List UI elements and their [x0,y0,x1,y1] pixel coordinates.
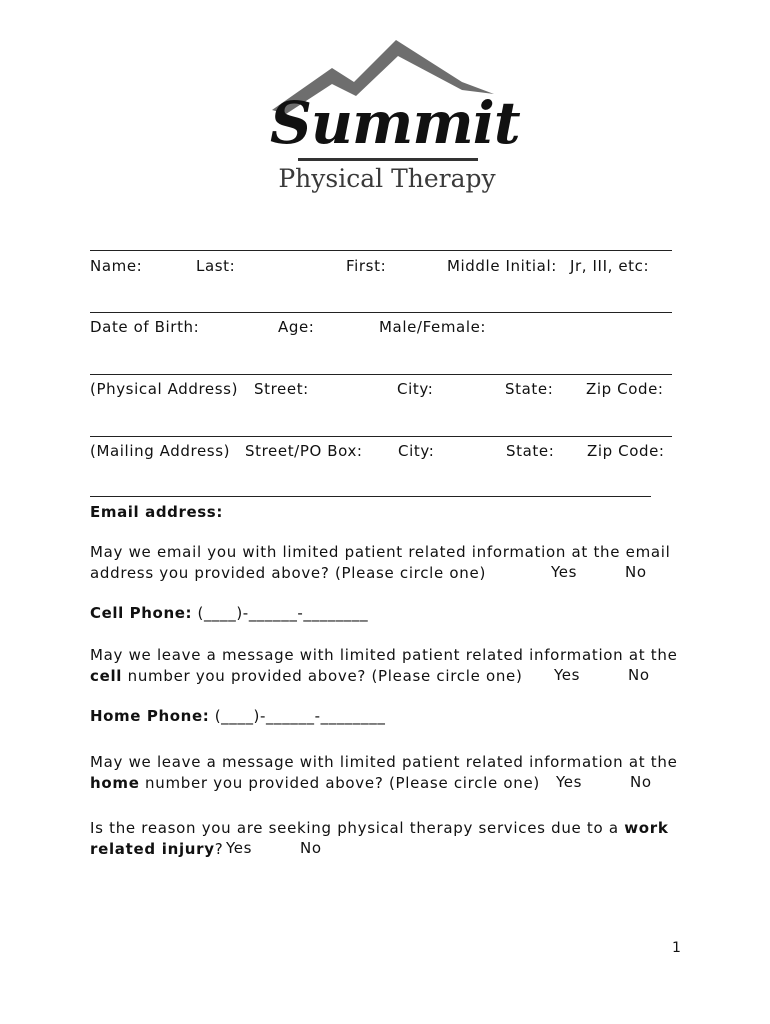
mailing-address-line[interactable] [90,436,672,437]
city-label: City: [397,380,434,398]
street-label: Street: [254,380,309,398]
work-question [90,818,669,860]
cell-phone-row [90,606,368,621]
summit-logo [262,34,520,212]
work-question-bold-work: work [624,819,669,837]
email-question [90,542,671,584]
home-question [90,752,678,794]
email-yes-option[interactable]: Yes [551,563,578,581]
cell-question-line1: May we leave a message with limited patient related information at the [90,646,678,664]
mailing-address-label: (Mailing Address) [90,442,231,460]
cell-yes-option[interactable]: Yes [554,666,581,684]
cell-phone-field[interactable]: (____)-______-________ [197,604,369,622]
email-line[interactable] [90,496,651,497]
work-no-option[interactable]: No [300,839,322,857]
cell-question-bold: cell [90,667,123,685]
cell-question-rest: number you provided above? (Please circle one) [122,667,523,685]
name-line[interactable] [90,250,672,251]
home-phone-row [90,709,385,724]
cell-no-option[interactable]: No [628,666,650,684]
email-question-line2: address you provided above? (Please circle one) [90,564,486,582]
home-phone-label: Home Phone: [90,707,210,725]
home-question-line1: May we leave a message with limited patient related information at the [90,753,678,771]
home-yes-option[interactable]: Yes [556,773,583,791]
age-label: Age: [278,318,315,336]
home-phone-field[interactable]: (____)-______-________ [214,707,386,725]
cell-question-line2 [90,666,678,687]
home-question-rest: number you provided above? (Please circle one) [139,774,540,792]
logo-brand: Summit [270,89,520,157]
mailing-zip-label: Zip Code: [587,442,665,460]
physical-address-label: (Physical Address) [90,380,239,398]
home-question-bold: home [90,774,140,792]
suffix-label: Jr, III, etc: [570,257,650,275]
logo-divider [298,158,478,161]
work-question-bold-injury: related injury [90,840,215,858]
physical-address-line[interactable] [90,374,672,375]
cell-question [90,645,678,687]
zip-label: Zip Code: [586,380,664,398]
email-question-line1: May we email you with limited patient related information at the email [90,543,671,561]
work-question-line1 [90,818,669,839]
state-label: State: [505,380,554,398]
dob-label: Date of Birth: [90,318,200,336]
work-yes-option[interactable]: Yes [226,839,253,857]
mailing-city-label: City: [398,442,435,460]
home-no-option[interactable]: No [630,773,652,791]
mailing-state-label: State: [506,442,555,460]
name-label: Name: [90,257,143,275]
logo-subtitle: Physical Therapy [278,164,496,193]
work-question-line2 [90,839,669,860]
sex-label: Male/Female: [379,318,487,336]
email-label: Email address: [90,503,223,521]
cell-phone-label: Cell Phone: [90,604,193,622]
email-no-option[interactable]: No [625,563,647,581]
work-question-end: ? [214,840,224,858]
dob-line[interactable] [90,312,672,313]
last-label: Last: [196,257,236,275]
middle-initial-label: Middle Initial: [447,257,557,275]
work-question-start: Is the reason you are seeking physical therapy services due to a [90,819,625,837]
page-number: 1 [672,940,681,956]
home-question-line2 [90,773,678,794]
first-label: First: [346,257,387,275]
po-box-label: Street/PO Box: [245,442,363,460]
